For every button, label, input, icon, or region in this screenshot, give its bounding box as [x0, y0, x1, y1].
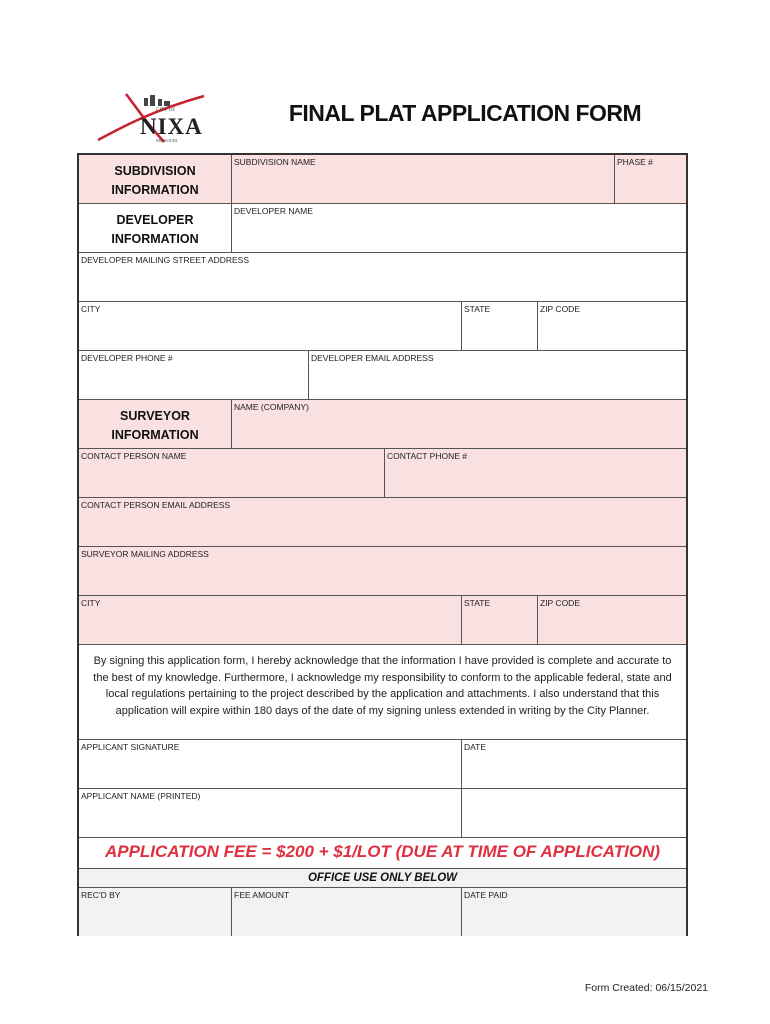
applicant-printed-name-field[interactable]	[79, 789, 462, 837]
applicant-signature-field[interactable]	[79, 740, 462, 788]
applicant-printed-name-label: APPLICANT NAME (PRINTED)	[81, 791, 201, 801]
subdivision-name-field[interactable]	[232, 155, 615, 203]
surveyor-name-label: NAME (COMPANY)	[234, 402, 309, 412]
printed-name-row	[79, 789, 686, 838]
office-use-row	[79, 888, 686, 936]
developer-contact-row	[79, 351, 686, 400]
statement-text: By signing this application form, I hereby acknowledge that the information I have provided is complete and accurate to the best of my knowledge. Furthermore, I acknowledge my responsibility to conform to the applicable federal, state and local regulations pertaining to the project described by the application and attachments. I also understand that this application will expire within 180 days of the date of my signing unless extended in writing by the City Planner.	[93, 655, 672, 717]
acknowledgement-statement	[79, 645, 686, 740]
signature-date-label: DATE	[464, 742, 487, 752]
office-use-heading-row	[79, 869, 686, 888]
developer-address-field[interactable]	[79, 253, 686, 302]
surveyor-name-field[interactable]	[232, 400, 688, 448]
signature-date-field[interactable]	[462, 740, 688, 788]
surveyor-state-field[interactable]	[462, 596, 538, 644]
developer-email-label: DEVELOPER EMAIL ADDRESS	[311, 353, 434, 363]
developer-zip-label: ZIP CODE	[540, 304, 580, 314]
developer-email-field[interactable]	[309, 351, 688, 399]
developer-phone-label: DEVELOPER PHONE #	[81, 353, 173, 363]
developer-city-row	[79, 302, 686, 351]
logo-tagline: MISSOURI	[156, 138, 178, 143]
application-form	[77, 153, 688, 936]
date-paid-label: DATE PAID	[464, 890, 508, 900]
surveyor-row	[79, 400, 686, 449]
subdivision-section-header	[79, 155, 232, 203]
developer-zip-field[interactable]	[538, 302, 688, 350]
subdivision-section-title: SUBDIVISION INFORMATION	[111, 164, 199, 197]
logo-name: NIXA	[140, 114, 203, 139]
developer-state-label: STATE	[464, 304, 491, 314]
developer-city-field[interactable]	[79, 302, 462, 350]
surveyor-zip-label: ZIP CODE	[540, 598, 580, 608]
developer-row	[79, 204, 686, 253]
surveyor-city-label: CITY	[81, 598, 101, 608]
fee-amount-label: FEE AMOUNT	[234, 890, 290, 900]
logo-mark	[94, 90, 224, 150]
surveyor-zip-field[interactable]	[538, 596, 688, 644]
subdivision-row	[79, 155, 686, 204]
contact-phone-field[interactable]	[385, 449, 688, 497]
developer-address-label: DEVELOPER MAILING STREET ADDRESS	[81, 255, 249, 265]
surveyor-state-label: STATE	[464, 598, 491, 608]
printed-name-blank-cell	[462, 789, 688, 837]
developer-section-title: DEVELOPER INFORMATION	[111, 213, 199, 246]
contact-email-field[interactable]	[79, 498, 686, 547]
developer-name-field[interactable]	[232, 204, 688, 252]
recd-by-label: REC'D BY	[81, 890, 121, 900]
recd-by-field[interactable]	[79, 888, 232, 936]
developer-name-label: DEVELOPER NAME	[234, 206, 313, 216]
developer-state-field[interactable]	[462, 302, 538, 350]
phase-label: PHASE #	[617, 157, 653, 167]
office-use-heading: OFFICE USE ONLY BELOW	[307, 872, 458, 884]
applicant-signature-label: APPLICANT SIGNATURE	[81, 742, 180, 752]
developer-phone-field[interactable]	[79, 351, 309, 399]
surveyor-address-field[interactable]	[79, 547, 686, 596]
page-title: FINAL PLAT APPLICATION FORM	[288, 100, 642, 126]
phase-field[interactable]	[615, 155, 688, 203]
developer-city-label: CITY	[81, 304, 101, 314]
logo-top-text: CITY OF	[156, 108, 176, 113]
surveyor-city-field[interactable]	[79, 596, 462, 644]
form-created-date: Form Created: 06/15/2021	[584, 982, 708, 994]
contact-email-label: CONTACT PERSON EMAIL ADDRESS	[81, 500, 231, 510]
subdivision-name-label: SUBDIVISION NAME	[234, 157, 316, 167]
surveyor-section-header	[79, 400, 232, 448]
developer-section-header	[79, 204, 232, 252]
application-fee-text: APPLICATION FEE = $200 + $1/LOT (DUE AT TIME OF APPLICATION)	[104, 842, 661, 861]
application-fee-row	[79, 838, 686, 869]
surveyor-contact-row	[79, 449, 686, 498]
surveyor-city-row	[79, 596, 686, 645]
surveyor-address-label: SURVEYOR MAILING ADDRESS	[81, 549, 209, 559]
contact-phone-label: CONTACT PHONE #	[387, 451, 467, 461]
signature-row	[79, 740, 686, 789]
fee-amount-field[interactable]	[232, 888, 462, 936]
contact-person-name-field[interactable]	[79, 449, 385, 497]
surveyor-section-title: SURVEYOR INFORMATION	[111, 409, 199, 442]
city-logo	[94, 90, 224, 150]
contact-person-name-label: CONTACT PERSON NAME	[81, 451, 187, 461]
date-paid-field[interactable]	[462, 888, 688, 936]
